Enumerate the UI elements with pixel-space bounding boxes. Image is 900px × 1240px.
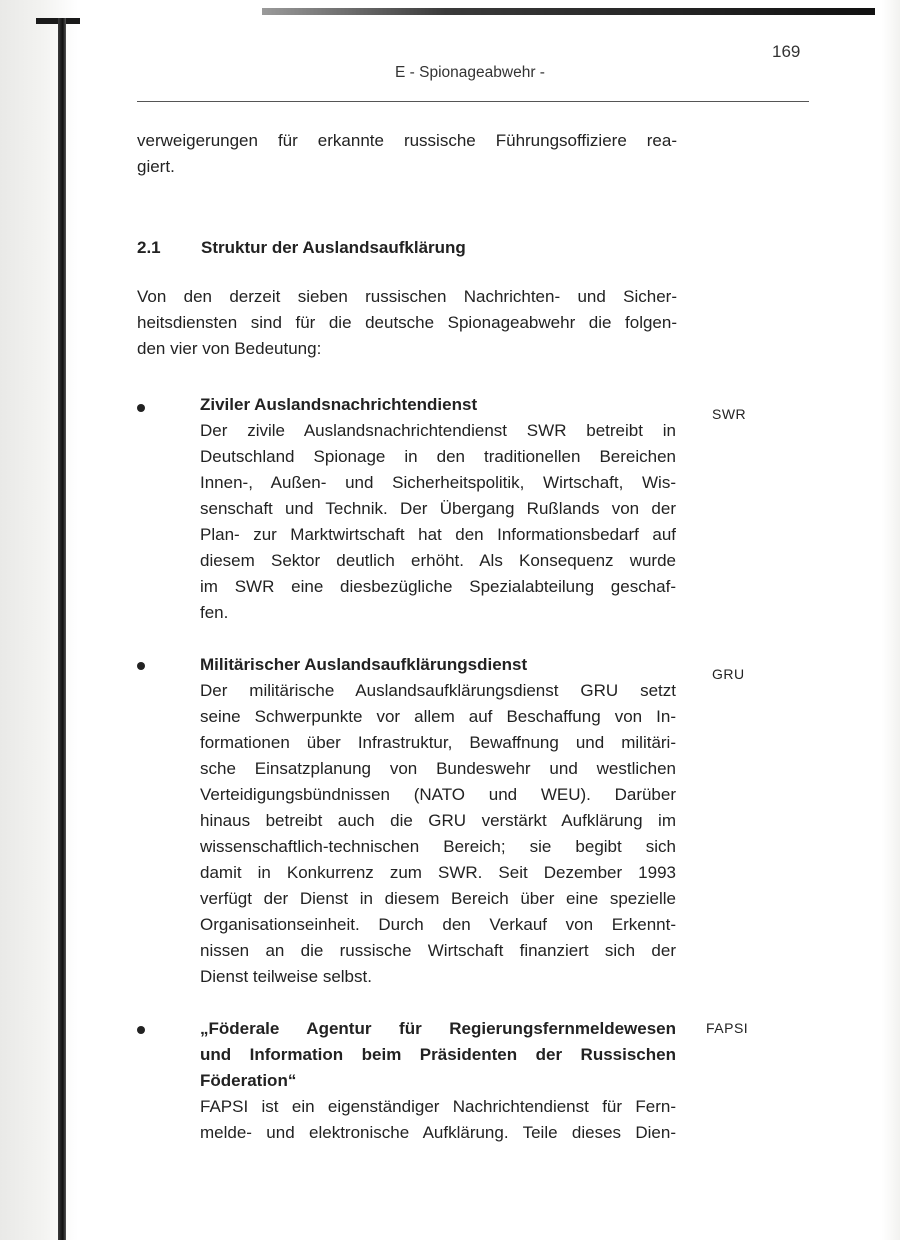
page-gutter-shadow [0, 0, 78, 1240]
text-line: Verteidigungsbündnissen (NATO und WEU). Darüber [200, 785, 676, 804]
margin-label: GRU [712, 666, 745, 682]
text-line: Der militärische Auslandsaufklärungsdienst GRU setzt [200, 681, 676, 700]
section-title: Struktur der Auslandsaufklärung [201, 238, 466, 257]
text-line: fen. [200, 603, 229, 622]
item-body [200, 1094, 676, 1146]
text-line: giert. [137, 157, 175, 176]
item-title-line: Föderation“ [200, 1071, 297, 1090]
text-line: seine Schwerpunkte vor allem auf Beschaffung von In- [200, 707, 676, 726]
item-title [200, 392, 477, 418]
text-line: Von den derzeit sieben russischen Nachrichten- und Sicher- [137, 287, 677, 306]
text-line: diesem Sektor deutlich erhöht. Als Konsequenz wurde [200, 551, 676, 570]
text-line: den vier von Bedeutung: [137, 339, 322, 358]
text-line: Organisationseinheit. Durch den Verkauf von Erkennt- [200, 915, 676, 934]
bullet-marker [137, 404, 145, 412]
book-spine [58, 18, 66, 1240]
text-line: hinaus betreibt auch die GRU verstärkt Aufklärung im [200, 811, 676, 830]
item-title [200, 652, 527, 678]
bullet-marker [137, 662, 145, 670]
text-line: Deutschland Spionage in den traditionellen Bereichen [200, 447, 676, 466]
header-rule [137, 101, 809, 102]
bullet-marker [137, 1026, 145, 1034]
text-line: wissenschaftlich-technischen Bereich; sie begibt sich [200, 837, 676, 856]
item-body [200, 678, 676, 990]
section-number: 2.1 [137, 238, 161, 257]
item-title [200, 1016, 676, 1094]
text-line: melde- und elektronische Aufklärung. Teile dieses Dien- [200, 1123, 676, 1142]
lead-paragraph [137, 284, 677, 362]
text-line: verfügt der Dienst in diesem Bereich über eine spezielle [200, 889, 676, 908]
page-number: 169 [772, 42, 801, 61]
margin-label: SWR [712, 406, 747, 422]
margin-label: FAPSI [706, 1020, 749, 1036]
text-line: nissen an die russische Wirtschaft finanziert sich der [200, 941, 676, 960]
text-line: im SWR eine diesbezügliche Spezialabteilung geschaf- [200, 577, 676, 596]
text-line: Der zivile Auslandsnachrichtendienst SWR betreibt in [200, 421, 676, 440]
item-title-line: „Föderale Agentur für Regierungsfernmeldewesen [200, 1019, 676, 1038]
text-line: formationen über Infrastruktur, Bewaffnung und militäri- [200, 733, 676, 752]
section-heading [137, 238, 466, 258]
intro-paragraph [137, 128, 677, 180]
page-right-edge [882, 0, 900, 1240]
item-title-line: und Information beim Präsidenten der Russischen [200, 1045, 676, 1064]
text-line: Plan- zur Marktwirtschaft hat den Informationsbedarf auf [200, 525, 676, 544]
text-line: FAPSI ist ein eigenständiger Nachrichtendienst für Fern- [200, 1097, 676, 1116]
running-head-text: E - Spionageabwehr - [395, 64, 545, 81]
text-line: damit in Konkurrenz zum SWR. Seit Dezember 1993 [200, 863, 676, 882]
top-edge-rule [262, 8, 875, 15]
text-line: senschaft und Technik. Der Übergang Rußlands von der [200, 499, 676, 518]
item-title-line: Militärischer Auslandsaufklärungsdienst [200, 655, 528, 674]
text-line: Dienst teilweise selbst. [200, 967, 372, 986]
text-line: verweigerungen für erkannte russische Führungsoffiziere rea- [137, 131, 677, 150]
text-line: sche Einsatzplanung von Bundeswehr und westlichen [200, 759, 676, 778]
item-title-line: Ziviler Auslandsnachrichtendienst [200, 395, 478, 414]
text-line: heitsdiensten sind für die deutsche Spionageabwehr die folgen- [137, 313, 677, 332]
running-head [0, 64, 900, 82]
text-line: Innen-, Außen- und Sicherheitspolitik, Wirtschaft, Wis- [200, 473, 676, 492]
item-body [200, 418, 676, 626]
